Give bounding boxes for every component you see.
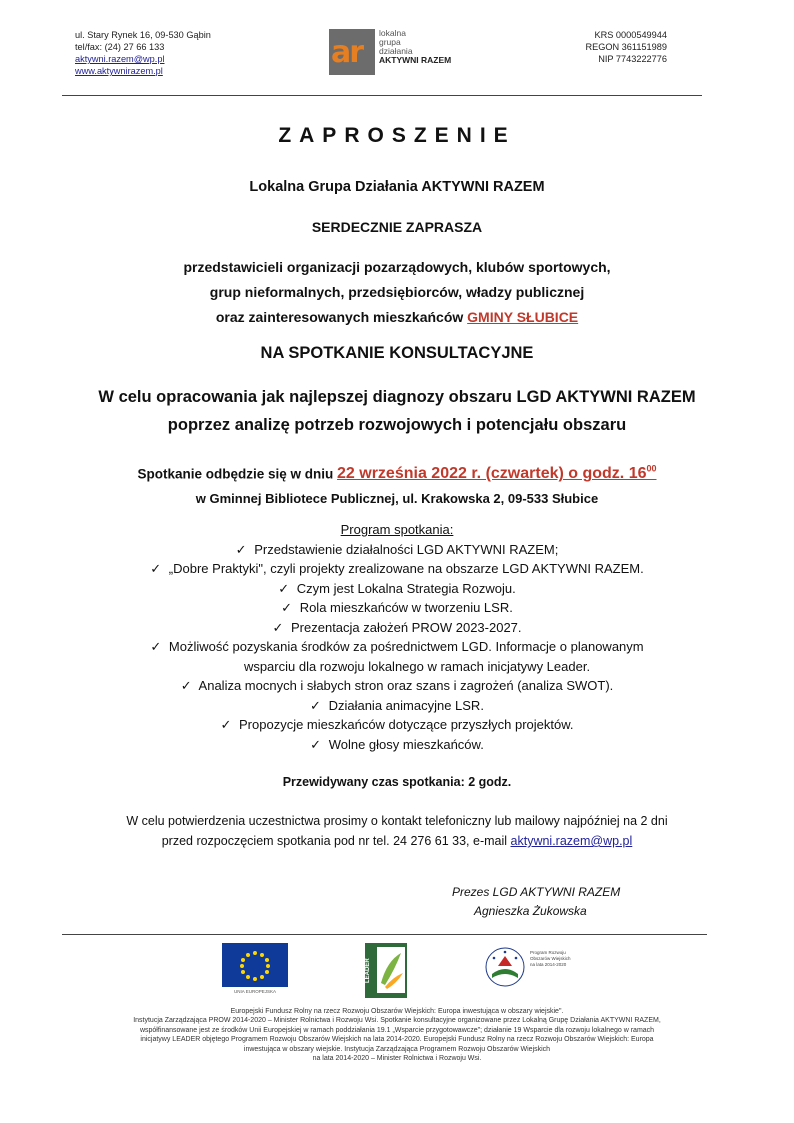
meeting-type: NA SPOTKANIE KONSULTACYJNE bbox=[260, 344, 534, 362]
program-title: Program spotkania: bbox=[340, 522, 454, 537]
leader-text: LEADER bbox=[365, 958, 371, 984]
program-item-text: Analiza mocnych i słabych stron oraz szans i zagrożeń (analiza SWOT). bbox=[198, 678, 614, 693]
program-item bbox=[0, 715, 794, 735]
logo-line-1: lokalna bbox=[379, 28, 406, 38]
when-prefix: Spotkanie odbędzie się w dniu bbox=[137, 466, 338, 482]
lgd-logo bbox=[329, 29, 375, 75]
footer-line-2: Instytucja Zarządzająca PROW 2014-2020 – Minister Rolnictwa i Rozwoju Wsi. Spotkanie konsultacyjne organizowane przez Lokalną Grupę Działania AKTYWNI RAZEM, bbox=[133, 1017, 661, 1025]
program bbox=[0, 520, 794, 754]
program-item bbox=[0, 637, 794, 657]
program-item bbox=[0, 540, 794, 560]
checkmark-icon: ✓ bbox=[150, 561, 162, 576]
purpose-line-1: W celu opracowania jak najlepszej diagnozy obszaru LGD AKTYWNI RAZEM bbox=[98, 388, 696, 406]
checkmark-icon: ✓ bbox=[272, 619, 284, 635]
krs: KRS 0000549944 bbox=[594, 30, 667, 40]
purpose bbox=[0, 383, 794, 439]
purpose-line-2: poprzez analizę potrzeb rozwojowych i potencjału obszaru bbox=[167, 416, 627, 434]
signature-name: Agnieszka Żukowska bbox=[474, 904, 587, 918]
program-item-text: Przedstawienie działalności LGD AKTYWNI RAZEM; bbox=[254, 541, 559, 557]
checkmark-icon: ✓ bbox=[150, 639, 162, 654]
eu-caption: UNIA EUROPEJSKA bbox=[233, 989, 276, 994]
meeting-when bbox=[0, 464, 794, 483]
program-item-text: Prezentacja założeń PROW 2023-2027. bbox=[291, 619, 522, 635]
eu-flag-logo bbox=[222, 943, 288, 987]
program-item bbox=[0, 696, 794, 716]
checkmark-icon: ✓ bbox=[180, 678, 192, 693]
audience-line-2: grup nieformalnych, przedsiębiorców, władzy publicznej bbox=[209, 284, 585, 300]
header-divider bbox=[62, 95, 702, 96]
confirmation-line-1: W celu potwierdzenia uczestnictwa prosimy o kontakt telefoniczny lub mailowy najpóźniej na 2 dni bbox=[126, 814, 668, 828]
logo-line-3: działania bbox=[379, 46, 413, 56]
program-item-text: „Dobre Praktyki", czyli projekty zrealizowane na obszarze LGD AKTYWNI RAZEM. bbox=[168, 561, 644, 576]
confirmation-line-2-prefix: przed rozpoczęciem spotkania pod nr tel. 24 276 61 33, e-mail bbox=[161, 834, 511, 848]
program-item bbox=[0, 579, 794, 599]
audience-line-3 bbox=[0, 305, 794, 330]
program-item-continuation: wsparciu dla rozwoju lokalnego w ramach inicjatywy Leader. bbox=[243, 658, 591, 674]
logo-name: AKTYWNI RAZEM bbox=[379, 55, 452, 65]
footer-line-3: współfinansowane jest ze środków Unii Europejskiej w ramach poddziałania 19.1 „Wsparcie przygotowawcze"; działanie 19 Wsparcie dla rozwoju lokalnego w ramach bbox=[139, 1026, 655, 1034]
audience-line-3-prefix: oraz zainteresowanych mieszkańców bbox=[215, 309, 468, 325]
checkmark-icon: ✓ bbox=[281, 600, 293, 615]
program-item-text: Działania animacyjne LSR. bbox=[328, 697, 484, 713]
meeting-date-text: 22 września 2022 r. (czwartek) o godz. 16 bbox=[337, 465, 647, 483]
logo-caption bbox=[379, 29, 451, 65]
footer-divider bbox=[62, 934, 707, 935]
confirmation-line-2 bbox=[0, 831, 794, 851]
program-item bbox=[0, 676, 794, 696]
duration: Przewidywany czas spotkania: 2 godz. bbox=[282, 775, 512, 789]
email-link[interactable]: aktywni.razem@wp.pl bbox=[75, 54, 165, 64]
leader-logo bbox=[365, 943, 407, 998]
header-registry bbox=[585, 29, 667, 65]
program-item-text: Możliwość pozyskania środków za pośrednictwem LGD. Informacje o planowanym bbox=[168, 639, 644, 654]
regon: REGON 361151989 bbox=[585, 42, 667, 52]
phone: tel/fax: (24) 27 66 133 bbox=[75, 42, 165, 52]
program-item-text: Rola mieszkańców w tworzeniu LSR. bbox=[299, 600, 513, 615]
audience bbox=[0, 255, 794, 330]
org-line: Lokalna Grupa Działania AKTYWNI RAZEM bbox=[249, 179, 545, 195]
nip: NIP 7743222776 bbox=[598, 54, 667, 64]
audience-line-1: przedstawicieli organizacji pozarządowych, klubów sportowych, bbox=[183, 259, 611, 275]
checkmark-icon: ✓ bbox=[220, 717, 232, 732]
footer-line-5: inwestująca w obszary wiejskie. Instytucja Zarządzająca Programem Rozwoju Obszarów Wiejskich bbox=[243, 1045, 551, 1053]
address: ul. Stary Rynek 16, 09-530 Gąbin bbox=[75, 30, 211, 40]
footer-line-4: inicjatywy LEADER objętego Programem Rozwoju Obszarów Wiejskich na lata 2014-2020. Europejski Fundusz Rolny na rzecz Rozwoju Obszarów Wiejskich: Europa bbox=[140, 1036, 654, 1044]
logo-mark: ar bbox=[331, 35, 363, 70]
confirmation bbox=[0, 811, 794, 851]
invites-line: SERDECZNIE ZAPRASZA bbox=[311, 219, 483, 235]
program-item-text: Propozycje mieszkańców dotyczące przyszłych projektów. bbox=[239, 717, 574, 732]
prow-emblem-icon bbox=[484, 946, 526, 988]
footer-line-1: Europejski Fundusz Rolny na rzecz Rozwoju Obszarów Wiejskich: Europa inwestująca w obszary wiejskie". bbox=[230, 1008, 564, 1015]
confirmation-email-link[interactable]: aktywni.razem@wp.pl bbox=[510, 834, 633, 848]
meeting-minutes: 00 bbox=[646, 464, 657, 474]
program-item bbox=[0, 618, 794, 638]
checkmark-icon: ✓ bbox=[235, 541, 247, 557]
prow-caption: Program Rozwoju Obszarów Wiejskich na lata 2014-2020 bbox=[530, 950, 571, 967]
signature bbox=[452, 883, 620, 921]
footer-line-6: na lata 2014-2020 – Minister Rolnictwa i Rozwoju Wsi. bbox=[312, 1055, 482, 1063]
checkmark-icon: ✓ bbox=[278, 580, 290, 596]
municipality-highlight: GMINY SŁUBICE bbox=[467, 309, 579, 325]
program-item bbox=[0, 598, 794, 618]
program-item bbox=[0, 735, 794, 755]
eu-stars-icon bbox=[222, 943, 288, 987]
program-item-text: Wolne głosy mieszkańców. bbox=[328, 736, 484, 752]
prow-logo bbox=[484, 946, 526, 988]
program-item bbox=[0, 559, 794, 579]
meeting-date bbox=[337, 465, 656, 482]
meeting-place: w Gminnej Bibliotece Publicznej, ul. Krakowska 2, 09-533 Słubice bbox=[195, 491, 599, 506]
checkmark-icon: ✓ bbox=[310, 736, 322, 752]
logo-line-2: grupa bbox=[379, 37, 401, 47]
page-title: ZAPROSZENIE bbox=[278, 124, 516, 147]
footer-text bbox=[60, 1007, 734, 1063]
checkmark-icon: ✓ bbox=[310, 697, 321, 713]
program-item-text: Czym jest Lokalna Strategia Rozwoju. bbox=[296, 580, 516, 596]
signature-role: Prezes LGD AKTYWNI RAZEM bbox=[452, 885, 621, 899]
website-link[interactable]: www.aktywnirazem.pl bbox=[75, 66, 163, 76]
header-contact bbox=[75, 29, 211, 77]
